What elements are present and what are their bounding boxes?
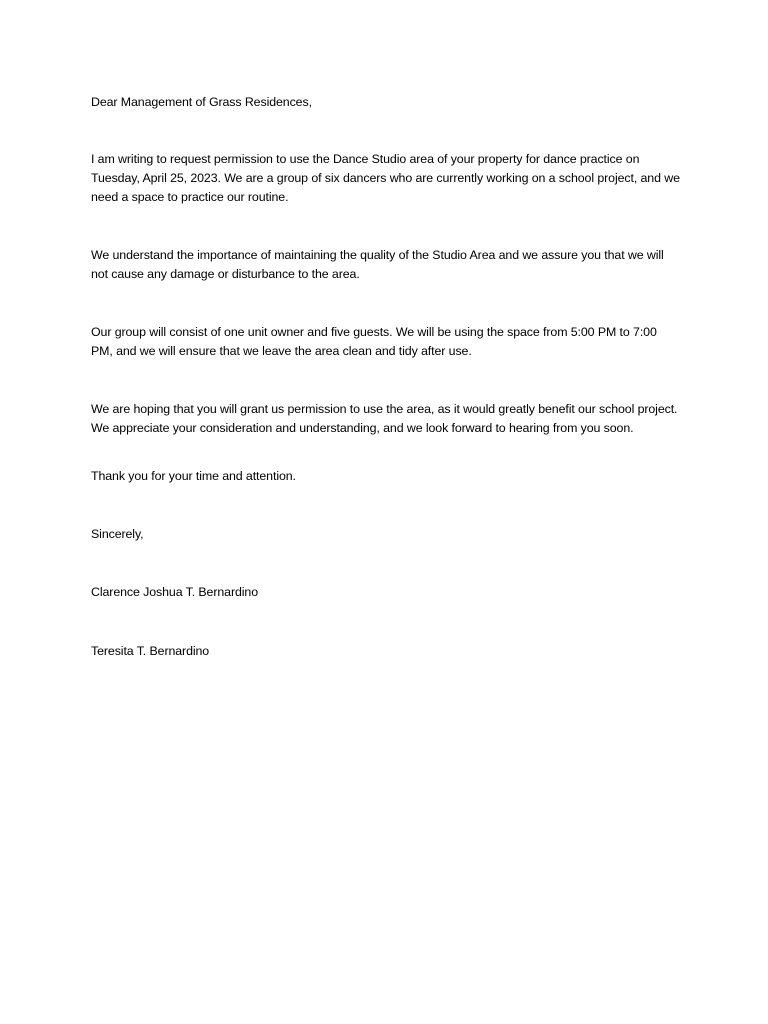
signatory-name: Clarence Joshua T. Bernardino xyxy=(91,585,258,599)
closing: Sincerely, xyxy=(91,527,144,541)
paragraph-assurance: We understand the importance of maintaining the quality of the Studio Area and we assure you that we will not cause any damage or disturbance to the area. xyxy=(91,248,664,281)
paragraph-thanks: Thank you for your time and attention. xyxy=(91,469,296,483)
signatory-name: Teresita T. Bernardino xyxy=(91,644,210,658)
salutation: Dear Management of Grass Residences, xyxy=(91,95,312,109)
paragraph-group-details: Our group will consist of one unit owner and five guests. We will be using the space from 5:00 PM to 7:00 PM, and we will ensure that we leave the area clean and tidy after use. xyxy=(91,325,657,358)
paragraph-request: I am writing to request permission to use the Dance Studio area of your property for dance practice on Tuesday, April 25, 2023. We are a group of six dancers who are currently working on a school project, and we need a space to practice our routine. xyxy=(91,152,680,204)
paragraph-hope: We are hoping that you will grant us permission to use the area, as it would greatly benefit our school project. We appreciate your consideration and understanding, and we look forward to hearing from you soon. xyxy=(91,402,678,435)
